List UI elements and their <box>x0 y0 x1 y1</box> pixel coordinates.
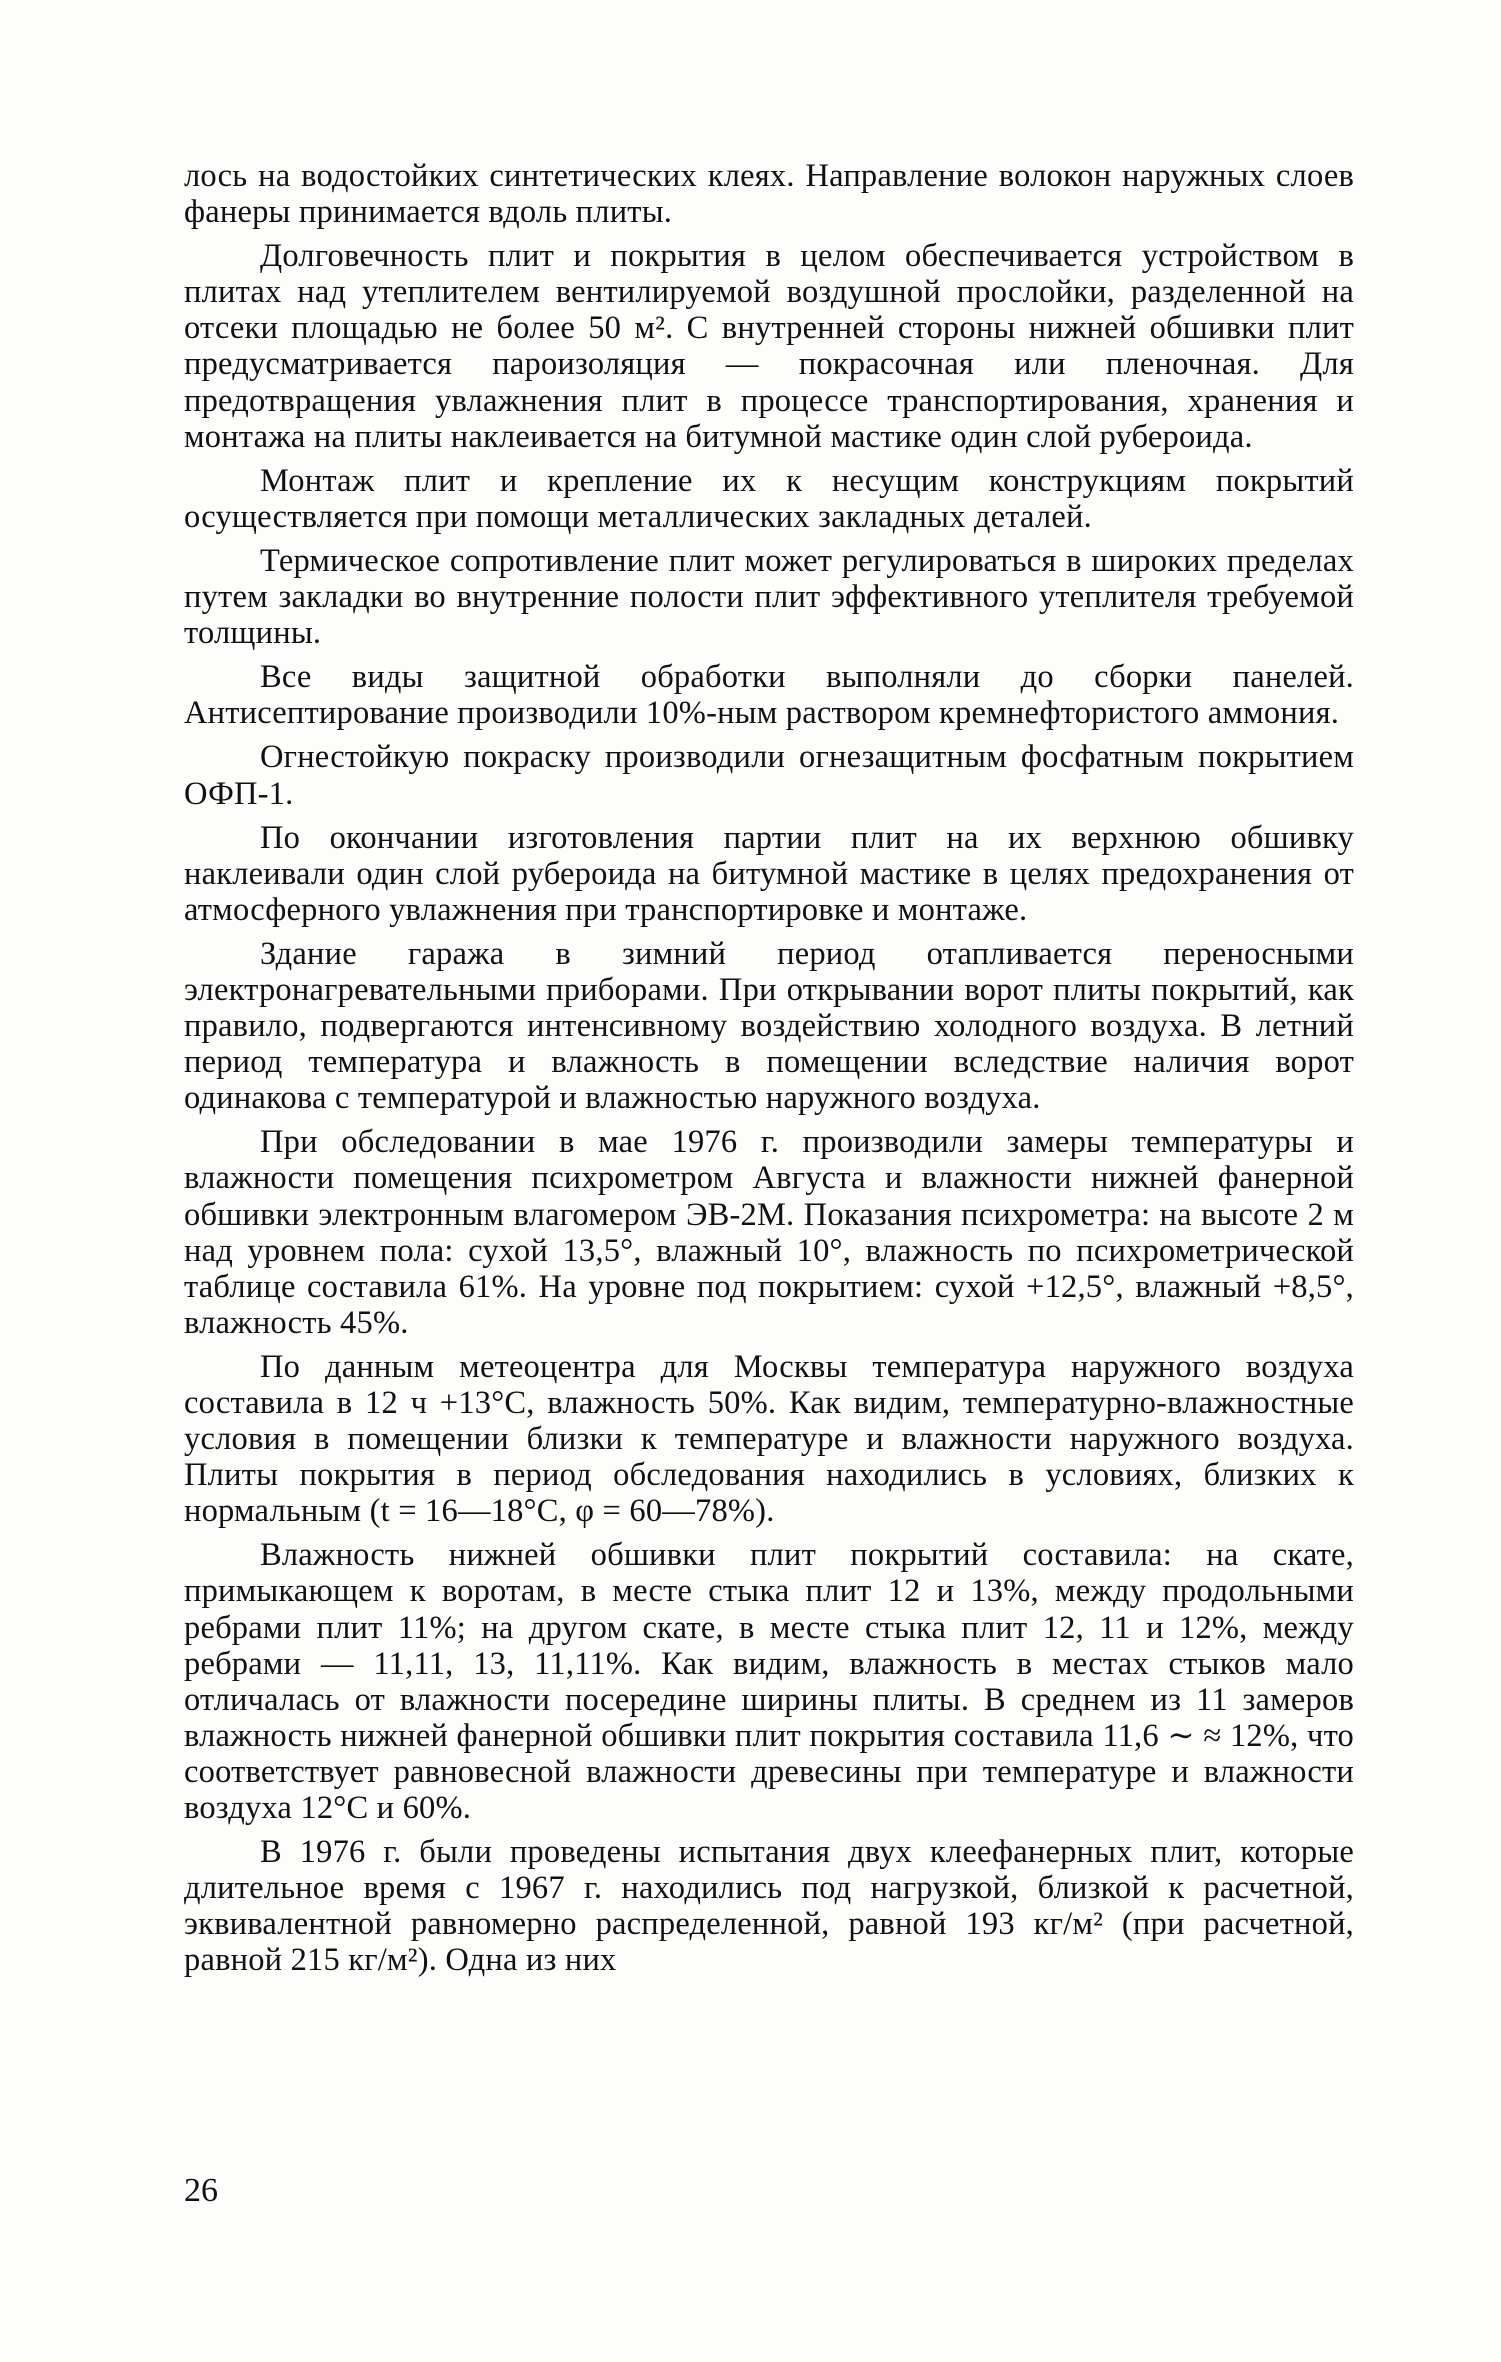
paragraph: Огнестойкую покраску производили огнезащитным фосфатным покрытием ОФП-1. <box>184 739 1354 812</box>
paragraph: Термическое сопротивление плит может регулироваться в широких пределах путем закладки во внутренние полости плит эффективного утеплителя требуемой толщины. <box>184 542 1354 652</box>
body-text <box>184 158 1354 1987</box>
paragraph: По окончании изготовления партии плит на их верхнюю обшивку наклеивали один слой рубероида на битумной мастике в целях предохранения от атмосферного увлажнения при транспортировке и монтаже. <box>184 819 1354 928</box>
paragraph: лось на водостойких синтетических клеях. Направление волокон наружных слоев фанеры принимается вдоль плиты. <box>184 158 1354 231</box>
paragraph: Здание гаража в зимний период отапливается переносными электронагревательными приборами. При открывании ворот плиты покрытий, как правило, подвергаются интенсивному воздействию холодного воздуха. В летний период температура и влажность в помещении вследствие наличия ворот одинакова с температурой и влажностью наружного воздуха. <box>184 935 1354 1117</box>
page-number: 26 <box>184 2172 218 2209</box>
paragraph: Долговечность плит и покрытия в целом обеспечивается устройством в плитах над утеплителем вентилируемой воздушной прослойки, разделенной на отсеки площадью не более 50 м². С внутренней стороны нижней обшивки плит предусматривается пароизоляция — покрасочная или пленочная. Для предотвращения увлажнения плит в процессе транспортирования, хранения и монтажа на плиты наклеивается на битумной мастике один слой рубероида. <box>184 238 1354 455</box>
paragraph: При обследовании в мае 1976 г. производили замеры температуры и влажности помещения психрометром Августа и влажности нижней фанерной обшивки электронным влагомером ЭВ-2М. Показания психрометра: на высоте 2 м над уровнем пола: сухой 13,5°, влажный 10°, влажность по психрометрической таблице составила 61%. На уровне под покрытием: сухой +12,5°, влажный +8,5°, влажность 45%. <box>184 1124 1354 1341</box>
paragraph: Монтаж плит и крепление их к несущим конструкциям покрытий осуществляется при помощи металлических закладных деталей. <box>184 462 1354 535</box>
paragraph: По данным метеоцентра для Москвы температура наружного воздуха составила в 12 ч +13°C, влажность 50%. Как видим, температурно-влажностные условия в помещении близки к температуре и влажности наружного воздуха. Плиты покрытия в период обследования находились в условиях, близких к нормальным (t = 16—18°C, φ = 60—78%). <box>184 1348 1354 1530</box>
paragraph: Все виды защитной обработки выполняли до сборки панелей. Антисептирование производили 10%-ным раствором кремнефтористого аммония. <box>184 659 1354 732</box>
paragraph: Влажность нижней обшивки плит покрытий составила: на скате, примыкающем к воротам, в месте стыка плит 12 и 13%, между продольными ребрами плит 11%; на другом скате, в месте стыка плит 12, 11 и 12%, между ребрами — 11,11, 13, 11,11%. Как видим, влажность в местах стыков мало отличалась от влажности посередине ширины плиты. В среднем из 11 замеров влажность нижней фанерной обшивки плит покрытия составила 11,6 ∼ ≈ 12%, что соответствует равновесной влажности древесины при температуре и влажности воздуха 12°C и 60%. <box>184 1537 1354 1827</box>
paragraph: В 1976 г. были проведены испытания двух клеефанерных плит, которые длительное время с 1967 г. находились под нагрузкой, близкой к расчетной, эквивалентной равномерно распределенной, равной 193 кг/м² (при расчетной, равной 215 кг/м²). Одна из них <box>184 1834 1354 1979</box>
